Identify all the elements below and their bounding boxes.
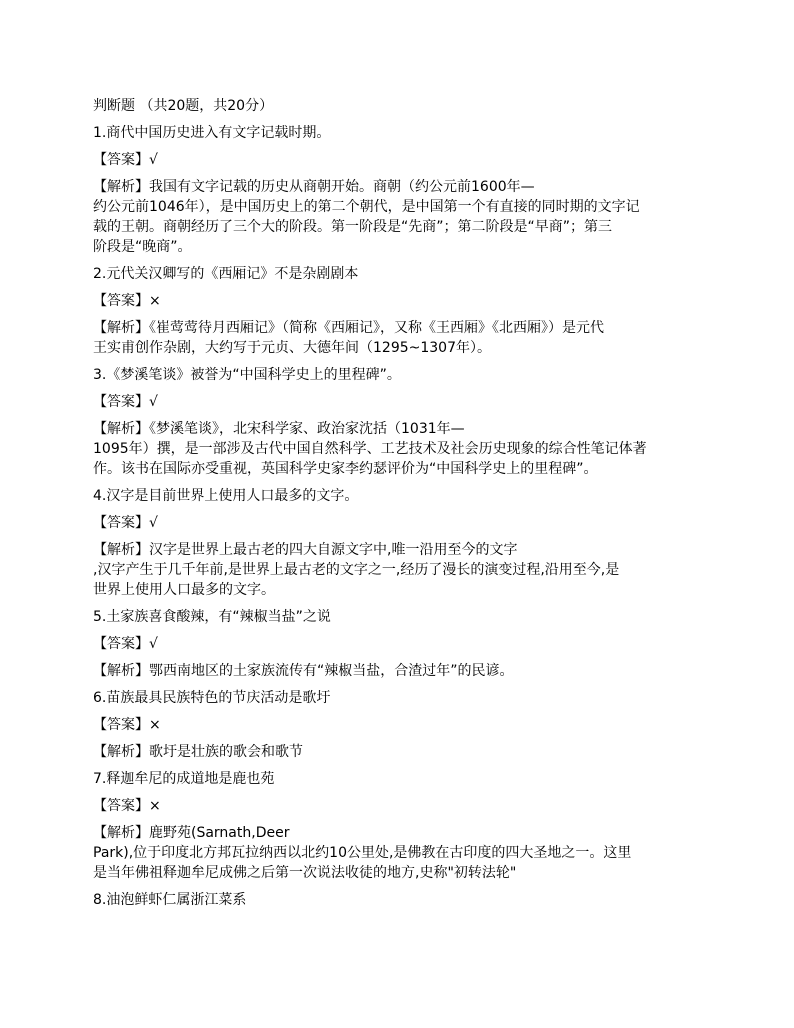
answer-line [93,513,713,533]
analysis-text: Park),位于印度北方邦瓦拉纳西以北约10公里处,是佛教在古印度的四大圣地之一。这里 [93,845,632,861]
question-text: 3.《梦溪笔谈》被誉为“中国科学史上的里程碑”。 [93,367,401,383]
analysis-label: 【解析】 [93,825,149,841]
answer-line [93,796,713,816]
analysis-label: 【解析】 [93,320,149,336]
question-text: 1.商代中国历史进入有文字记载时期。 [93,125,331,141]
analysis-text: ,汉字产生于几千年前,是世界上最古老的文字之一,经历了漫长的演变过程,沿用至今,是 [93,562,620,578]
question-item [93,486,713,600]
analysis-text: 《梦溪笔谈》，北宋科学家、政治家沈括（1031年— [149,421,465,437]
question-item [93,890,713,910]
answer-label: 【答案】 [93,798,149,814]
analysis-text: 鹿野苑(Sarnath,Deer [149,825,290,841]
question-text: 5.土家族喜食酸辣，有“辣椒当盐”之说 [93,609,331,625]
question-item [93,769,713,883]
answer-line [93,634,713,654]
analysis-label: 【解析】 [93,542,149,558]
analysis-text: 世界上使用人口最多的文字。 [93,582,275,598]
answer-label: 【答案】 [93,152,149,168]
answer-line [93,392,713,412]
analysis-line [93,177,713,197]
answer-value: √ [149,152,158,168]
document-page [93,96,713,910]
analysis-text: 阶段是“晚商”。 [93,239,192,255]
question-text: 8.油泡鲜虾仁属浙江菜系 [93,892,247,908]
analysis-line [93,823,713,843]
answer-value: × [149,717,161,733]
answer-label: 【答案】 [93,717,149,733]
analysis-label: 【解析】 [93,179,149,195]
analysis-text: 王实甫创作杂剧，大约写于元贞、大德年间（1295~1307年）。 [93,340,491,356]
analysis-text: 我国有文字记载的历史从商朝开始。商朝（约公元前1600年— [149,179,535,195]
analysis-text: 汉字是世界上最古老的四大自源文字中,唯一沿用至今的文字 [149,542,518,558]
question-item [93,607,713,681]
answer-line [93,715,713,735]
question-text: 2.元代关汉卿写的《西厢记》不是杂剧剧本 [93,266,359,282]
section-heading: 判断题 （共20题，共20分） [93,98,274,114]
analysis-label: 【解析】 [93,744,149,760]
answer-value: √ [149,515,158,531]
analysis-label: 【解析】 [93,663,149,679]
question-item [93,365,713,479]
analysis-text: 《崔莺莺待月西厢记》（简称《西厢记》，又称《王西厢》《北西厢》）是元代 [149,320,604,336]
answer-label: 【答案】 [93,293,149,309]
analysis-line [93,318,713,338]
analysis-line [93,742,713,762]
analysis-line [93,540,713,560]
analysis-text: 约公元前1046年），是中国历史上的第二个朝代，是中国第一个有直接的同时期的文字记 [93,199,640,215]
answer-value: × [149,798,161,814]
answer-label: 【答案】 [93,515,149,531]
analysis-text: 1095年）撰，是一部涉及古代中国自然科学、工艺技术及社会历史现象的综合性笔记体著 [93,441,647,457]
question-item [93,264,713,358]
answer-line [93,291,713,311]
analysis-label: 【解析】 [93,421,149,437]
answer-label: 【答案】 [93,394,149,410]
analysis-text: 作。该书在国际亦受重视，英国科学史家李约瑟评价为“中国科学史上的里程碑”。 [93,461,598,477]
analysis-text: 载的王朝。商朝经历了三个大的阶段。第一阶段是“先商”；第二阶段是“早商”；第三 [93,219,613,235]
question-item [93,123,713,257]
analysis-text: 歌圩是壮族的歌会和歌节 [149,744,303,760]
answer-value: √ [149,636,158,652]
answer-value: × [149,293,161,309]
question-text: 6.苗族最具民族特色的节庆活动是歌圩 [93,690,331,706]
analysis-line [93,661,713,681]
answer-label: 【答案】 [93,636,149,652]
analysis-text: 是当年佛祖释迦牟尼成佛之后第一次说法收徒的地方,史称"初转法轮" [93,865,517,881]
answer-value: √ [149,394,158,410]
answer-line [93,150,713,170]
analysis-text: 鄂西南地区的土家族流传有“辣椒当盐，合渣过年”的民谚。 [149,663,514,679]
question-text: 7.释迦牟尼的成道地是鹿也苑 [93,771,275,787]
analysis-line [93,419,713,439]
question-text: 4.汉字是目前世界上使用人口最多的文字。 [93,488,359,504]
question-item [93,688,713,762]
